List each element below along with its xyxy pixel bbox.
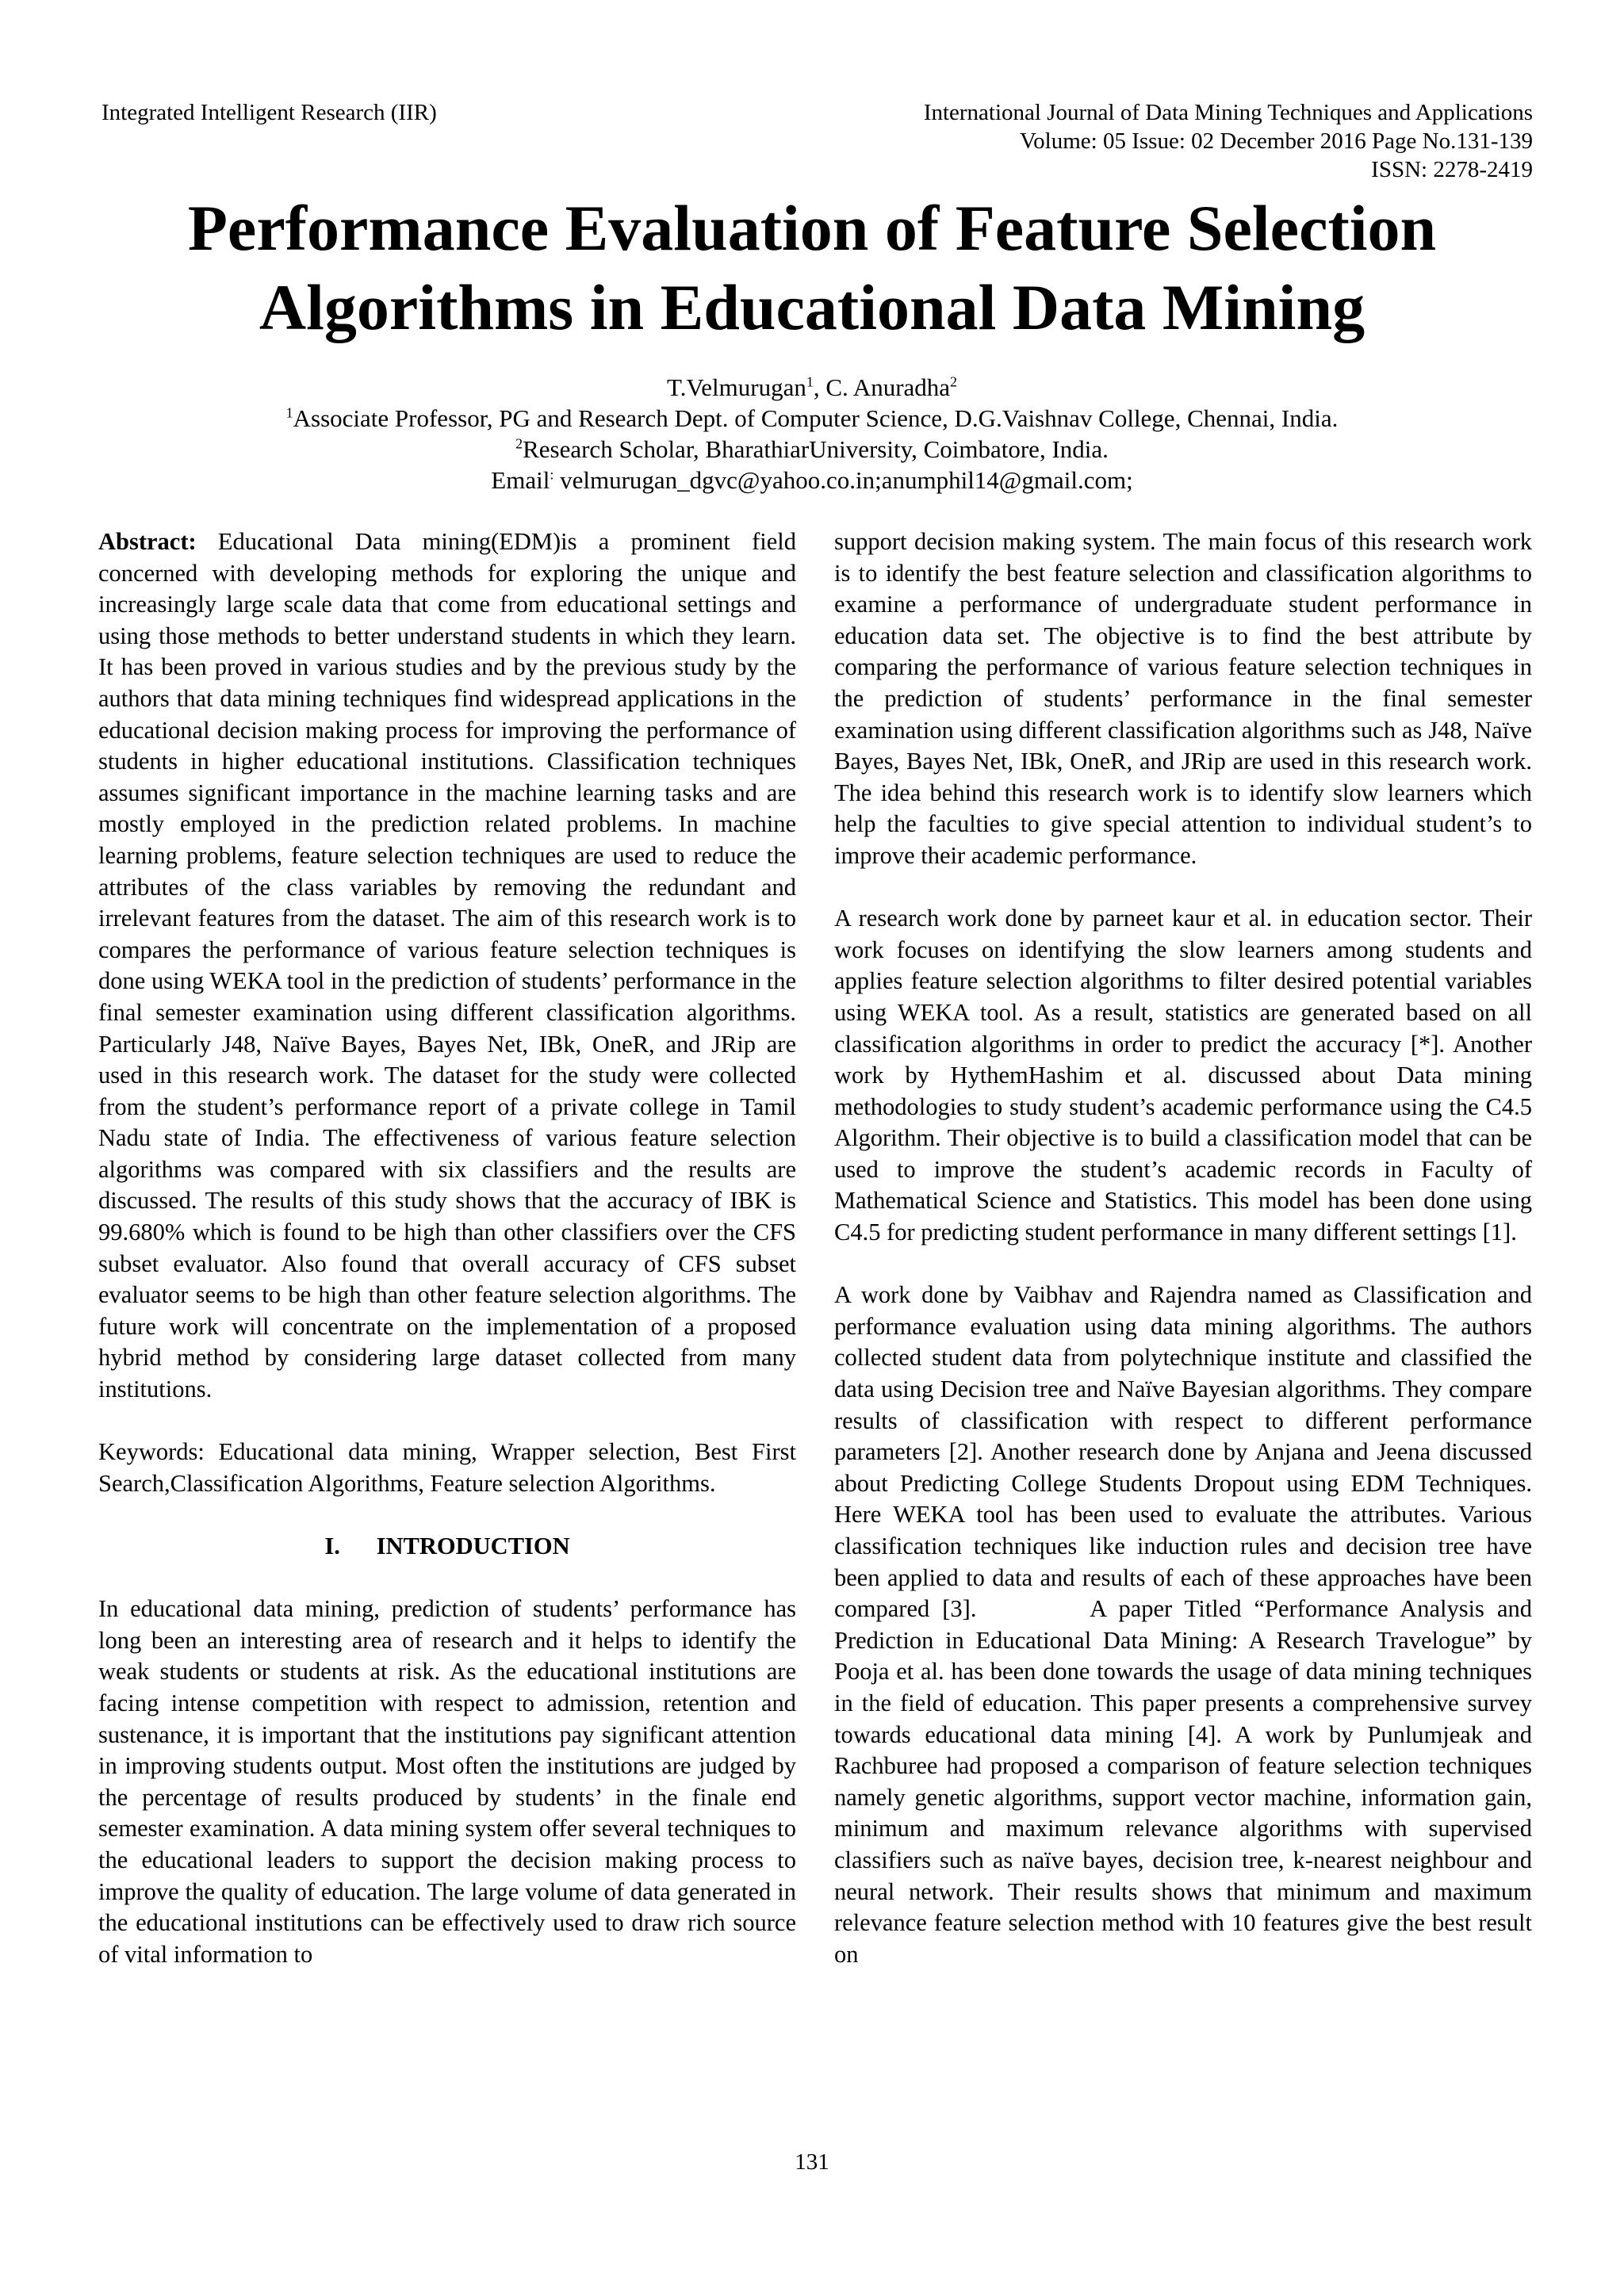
journal-name: International Journal of Data Mining Techniques and Applications: [923, 100, 1533, 125]
author-names: [79, 372, 1545, 403]
author-2-affiliation-mark: 2: [950, 373, 958, 390]
affiliation-1: [79, 403, 1545, 434]
abstract-text: Educational Data mining(EDM)is a prominent field concerned with developing methods for exploring the unique and increasingly large scale data that come from educational settings and using those methods to better understand students in which they learn. It has been proved in various studies and by the previous study by the authors that data mining techniques find widespread applications in the educational decision making process for improving the performance of students in higher educational institutions. Classification techniques assumes significant importance in the machine learning tasks and are mostly employed in the prediction related problems. In machine learning problems, feature selection techniques are used to reduce the attributes of the class variables by removing the redundant and irrelevant features from the dataset. The aim of this research work is to compares the performance of various feature selection techniques is done using WEKA tool in the prediction of students’ performance in the final semester examination using different classification algorithms. Particularly J48, Naïve Bayes, Bayes Net, IBk, OneR, and JRip are used in this research work. The dataset for the study were collected from the student’s performance report of a private college in Tamil Nadu state of India. The effectiveness of various feature selection algorithms was compared with six classifiers and the results are discussed. The results of this study shows that the accuracy of IBK is 99.680% which is found to be high than other classifiers over the CFS subset evaluator. Also found that overall accuracy of CFS subset evaluator seems to be high than other feature selection algorithms. The future work will concentrate on the implementation of a proposed hybrid method by considering large dataset collected from many institutions.: [98, 528, 796, 1403]
title-line-1: Performance Evaluation of Feature Selection: [187, 192, 1437, 264]
left-column: [98, 526, 796, 1970]
title-line-2: Algorithms in Educational Data Mining: [259, 271, 1365, 343]
affiliation-1-text: Associate Professor, PG and Research Dept. of Computer Science, D.G.Vaishnav College, Chennai, India.: [293, 404, 1339, 432]
abstract: [98, 526, 796, 1406]
author-block: [79, 372, 1545, 496]
affiliation-2-mark: 2: [515, 435, 523, 452]
abstract-label: Abstract:: [98, 528, 197, 555]
issn: ISSN: 2278-2419: [1371, 157, 1533, 182]
page-number: 131: [795, 2149, 829, 2175]
right-paragraph-3: A work done by Vaibhav and Rajendra named as Classification and performance evaluation using data mining algorithms. The authors collected student data from polytechnique institute and classified the data using Decision tree and Naïve Bayesian algorithms. They compare results of classification with respect to different performance parameters [2]. Another research done by Anjana and Jeena discussed about Predicting College Students Dropout using EDM Techniques. Here WEKA tool has been used to evaluate the attributes. Various classification techniques like induction rules and decision tree have been applied to data and results of each of these approaches have been compared [3]. A paper Titled “Performance Analysis and Prediction in Educational Data Mining: A Research Travelogue” by Pooja et al. has been done towards the usage of data mining techniques in the field of education. This paper presents a comprehensive survey towards educational data mining [4]. A work by Punlumjeak and Rachburee had proposed a comparison of feature selection techniques namely genetic algorithms, support vector machine, information gain, minimum and maximum relevance algorithms with supervised classifiers such as naïve bayes, decision tree, k-nearest neighbour and neural network. Their results shows that minimum and maximum relevance feature selection method with 10 features give the best result on: [834, 1281, 1532, 1968]
author-2: C. Anuradha: [825, 373, 951, 401]
right-paragraph-2: A research work done by parneet kaur et al. in education sector. Their work focuses on identifying the slow learners among students and applies feature selection algorithms to filter desired potential variables using WEKA tool. As a result, statistics are generated based on all classification algorithms in order to predict the accuracy [*]. Another work by HythemHashim et al. discussed about Data mining methodologies to study student’s academic performance using the C4.5 Algorithm. Their objective is to build a classification model that can be used to improve the student’s academic records in Faculty of Mathematical Science and Statistics. This model has been done using C4.5 for predicting student performance in many different settings [1].: [834, 905, 1532, 1246]
running-header-left: Integrated Intelligent Research (IIR): [102, 100, 437, 125]
paper-title: [79, 189, 1545, 347]
affiliation-1-mark: 1: [285, 404, 293, 421]
email-line: [79, 465, 1545, 496]
author-1: T.Velmurugan: [666, 373, 806, 401]
affiliation-2-text: Research Scholar, BharathiarUniversity, Coimbatore, India.: [523, 435, 1109, 463]
email-mark: :: [550, 466, 554, 483]
author-separator: ,: [813, 373, 826, 401]
right-column: [834, 526, 1532, 1970]
section-heading-introduction: I. INTRODUCTION: [324, 1533, 570, 1559]
right-paragraph-1: support decision making system. The main focus of this research work is to identify the best feature selection and classification algorithms to examine a performance of undergraduate student performance in education data set. The objective is to find the best attribute by comparing the performance of various feature selection techniques in the prediction of students’ performance in the final semester examination using different classification algorithms such as J48, Naïve Bayes, Bayes Net, IBk, OneR, and JRip are used in this research work. The idea behind this research work is to identify slow learners which help the faculties to give special attention to individual student’s to improve their academic performance.: [834, 528, 1532, 869]
introduction-paragraph-1: In educational data mining, prediction of students’ performance has long been an interesting area of research and it helps to identify the weak students or students at risk. As the educational institutions are facing intense competition with respect to admission, retention and sustenance, it is important that the institutions pay significant attention in improving students output. Most often the institutions are judged by the percentage of results produced by students’ in the finale end semester examination. A data mining system offer several techniques to the educational leaders to support the decision making process to improve the quality of education. The large volume of data generated in the educational institutions can be effectively used to draw rich source of vital information to: [98, 1595, 796, 1968]
affiliation-2: [79, 434, 1545, 465]
author-1-affiliation-mark: 1: [806, 373, 814, 390]
keywords: Keywords: Educational data mining, Wrapper selection, Best First Search,Classification Algorithms, Feature selection Algorithms.: [98, 1438, 796, 1497]
email-label: Email: [491, 466, 550, 494]
email-addresses: velmurugan_dgvc@yahoo.co.in;anumphil14@gmail.com;: [553, 466, 1133, 494]
volume-issue: Volume: 05 Issue: 02 December 2016 Page No.131-139: [1019, 128, 1533, 154]
running-header-right: [924, 98, 1533, 184]
